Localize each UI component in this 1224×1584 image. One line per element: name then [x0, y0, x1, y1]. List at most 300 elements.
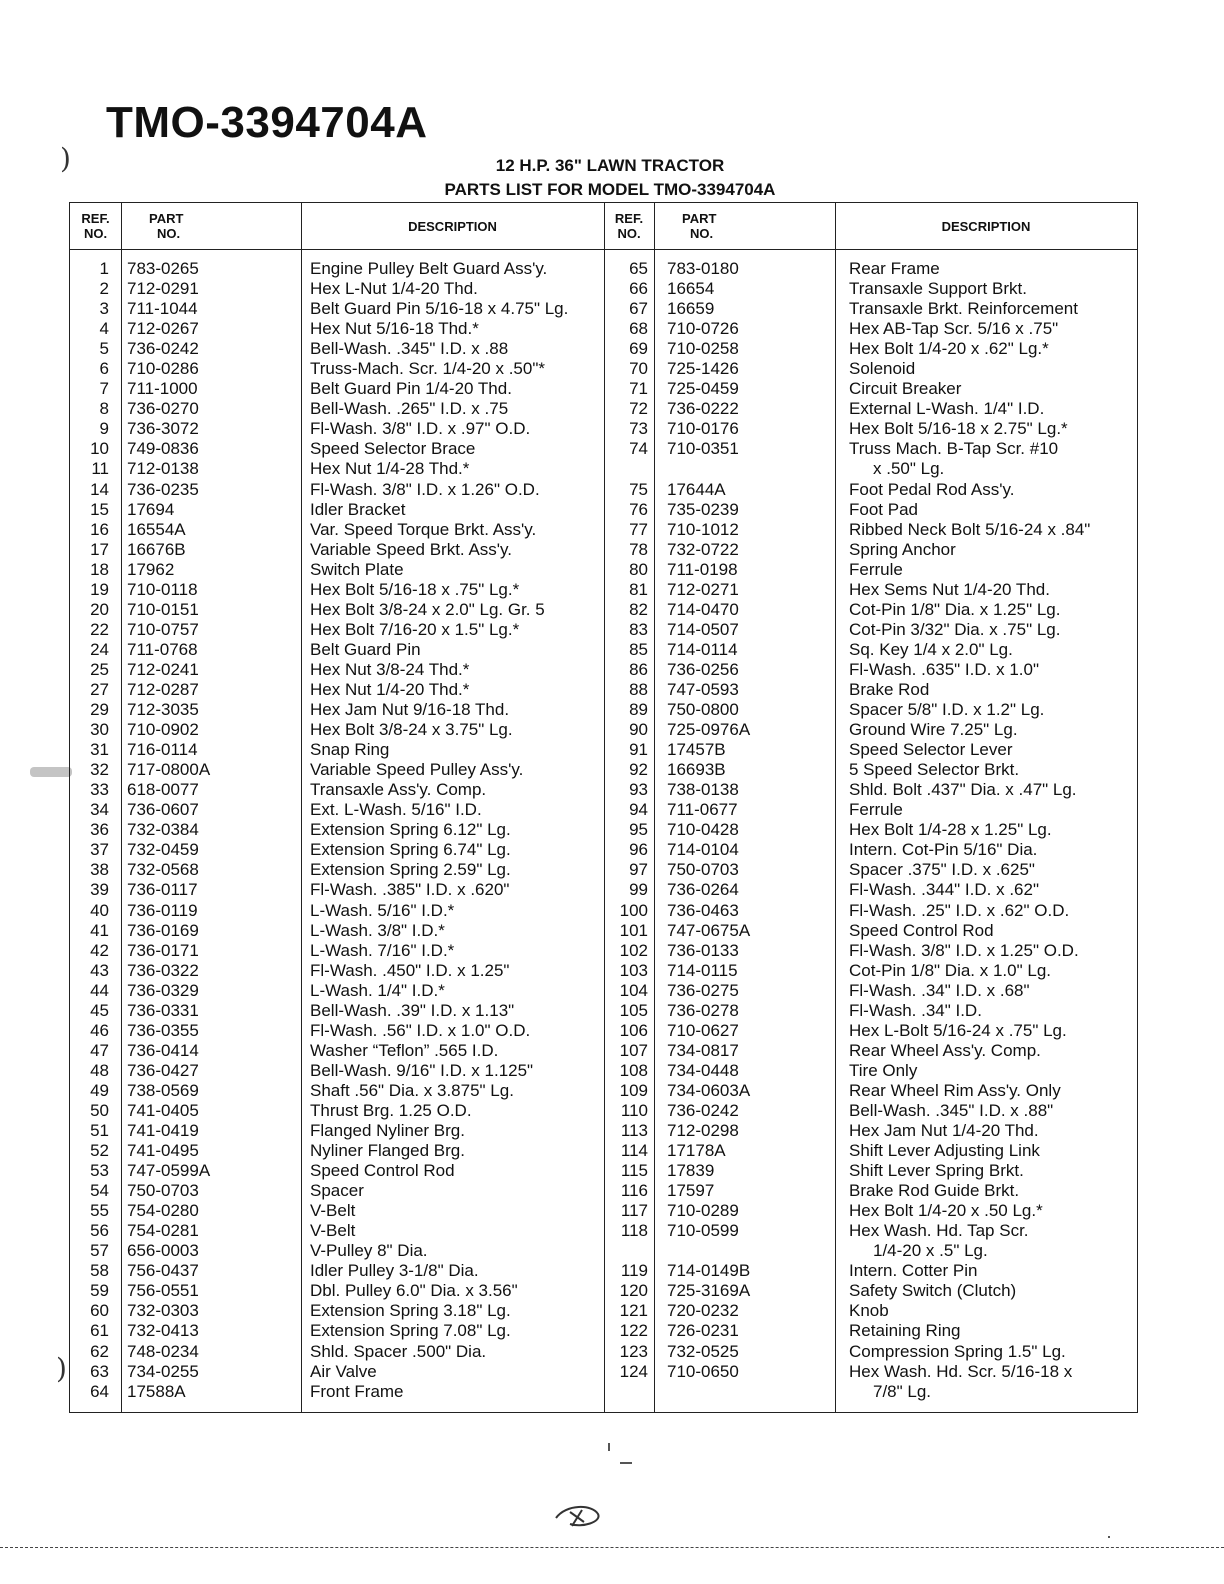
part-number: 712-0267	[127, 319, 199, 339]
ref-number: 18	[90, 559, 109, 579]
ref-number: 41	[90, 920, 109, 940]
ref-number: 42	[90, 940, 109, 960]
part-description: Spacer .375" I.D. x .625"	[849, 860, 1035, 880]
ref-number: 15	[90, 499, 109, 519]
table-row	[70, 840, 1137, 860]
ref-number: 60	[90, 1301, 109, 1321]
part-number: 711-0198	[667, 559, 738, 579]
ref-number: 1	[99, 259, 109, 278]
ref-number: 64	[90, 1381, 109, 1401]
table-row	[70, 981, 1137, 1001]
ref-number: 40	[90, 900, 109, 920]
part-number: 749-0836	[127, 439, 199, 459]
part-description: Cot-Pin 3/32" Dia. x .75" Lg.	[849, 619, 1061, 639]
rows-right	[70, 259, 1137, 1402]
table-row	[70, 1001, 1137, 1021]
part-description: Air Valve	[310, 1361, 377, 1381]
part-description: Belt Guard Pin 1/4-20 Thd.	[310, 379, 512, 399]
part-number: 750-0800	[667, 700, 739, 720]
table-row	[70, 680, 1137, 700]
part-number: 736-0463	[667, 900, 739, 920]
part-description: Extension Spring 2.59" Lg.	[310, 860, 511, 880]
table-row	[70, 600, 1137, 620]
part-number: 710-0151	[127, 599, 199, 619]
part-number: 711-0768	[127, 639, 198, 659]
part-number: 656-0003	[127, 1241, 199, 1261]
part-description: Fl-Wash. 3/8" I.D. x .97" O.D.	[310, 419, 531, 439]
part-description: Flanged Nyliner Brg.	[310, 1121, 465, 1141]
table-row	[70, 800, 1137, 820]
part-description: Bell-Wash. .39" I.D. x 1.13"	[310, 1000, 515, 1020]
part-number: 714-0114	[667, 639, 738, 659]
part-description: Cot-Pin 1/8" Dia. x 1.25" Lg.	[849, 599, 1061, 619]
ref-number: 69	[629, 339, 648, 359]
table-row	[70, 379, 1137, 399]
part-number: 732-0459	[127, 840, 199, 860]
part-number: 17962	[127, 559, 175, 579]
part-number: 725-0459	[667, 379, 739, 399]
ref-number: 115	[620, 1161, 648, 1181]
table-row	[70, 760, 1137, 780]
ref-number: 121	[619, 1301, 648, 1321]
part-number: 714-0115	[667, 960, 738, 980]
part-number: 710-0757	[127, 619, 199, 639]
part-description: Speed Selector Brace	[310, 439, 476, 459]
part-description: Variable Speed Brkt. Ass'y.	[310, 539, 512, 559]
ref-number: 37	[90, 840, 109, 860]
part-description: Speed Control Rod	[849, 920, 994, 940]
part-description: Belt Guard Pin 5/16-18 x 4.75" Lg.	[310, 299, 569, 319]
table-row	[70, 780, 1137, 800]
ref-number: 3	[99, 299, 109, 319]
ref-number: 83	[629, 619, 648, 639]
ref-number: 58	[90, 1261, 109, 1281]
part-number: 712-0291	[127, 279, 199, 299]
table-row	[70, 339, 1137, 359]
table-row	[70, 399, 1137, 419]
part-number: 716-0114	[127, 740, 198, 760]
part-number: 734-0255	[127, 1361, 199, 1381]
part-number: 710-0428	[667, 820, 739, 840]
part-number: 736-0242	[127, 339, 199, 359]
part-number: 732-0413	[127, 1321, 199, 1341]
table-row	[70, 860, 1137, 880]
ref-number: 105	[619, 1000, 648, 1020]
part-description: Safety Switch (Clutch)	[849, 1281, 1017, 1301]
scan-mark-1	[608, 1443, 610, 1451]
part-number: 756-0437	[127, 1261, 199, 1281]
part-number: 16659	[667, 299, 715, 319]
part-number: 741-0419	[127, 1121, 199, 1141]
part-description: Extension Spring 7.08" Lg.	[310, 1321, 511, 1341]
part-description: Hex Wash. Hd. Scr. 5/16-18 x	[849, 1361, 1073, 1381]
part-description: Hex Bolt 1/4-20 x .62" Lg.*	[849, 339, 1049, 359]
ref-number: 74	[629, 439, 648, 459]
table-row	[70, 299, 1137, 319]
table-row	[70, 319, 1137, 339]
part-description: Hex Bolt 1/4-28 x 1.25" Lg.	[849, 820, 1052, 840]
part-number: 17597	[667, 1181, 715, 1201]
part-description: Fl-Wash. .635" I.D. x 1.0"	[849, 659, 1039, 679]
ref-number: 30	[90, 720, 109, 740]
table-row	[70, 1021, 1137, 1041]
part-description: Shaft .56" Dia. x 3.875" Lg.	[310, 1080, 514, 1100]
part-number: 741-0495	[127, 1141, 199, 1161]
part-number: 750-0703	[667, 860, 739, 880]
ref-number: 59	[90, 1281, 109, 1301]
table-row	[70, 500, 1137, 520]
ref-number: 116	[620, 1181, 648, 1201]
table-row	[70, 259, 1137, 279]
table-row	[70, 1181, 1137, 1201]
ref-number: 72	[629, 399, 648, 419]
part-description: Speed Control Rod	[310, 1161, 455, 1181]
part-description: 1/4-20 x .5" Lg.	[873, 1241, 988, 1261]
part-number: 725-1426	[667, 359, 739, 379]
ref-number: 70	[629, 359, 648, 379]
part-description: Shift Lever Spring Brkt.	[849, 1161, 1024, 1181]
ref-number: 91	[629, 740, 648, 760]
part-description: Hex Wash. Hd. Tap Scr.	[849, 1221, 1029, 1241]
part-description: Tire Only	[849, 1060, 918, 1080]
scan-mark-2	[620, 1462, 632, 1464]
part-description: Transaxle Ass'y. Comp.	[310, 780, 487, 800]
ref-number: 99	[629, 880, 648, 900]
part-number: 783-0180	[667, 259, 739, 278]
part-description: Ferrule	[849, 559, 903, 579]
part-description: L-Wash. 7/16" I.D.*	[310, 940, 455, 960]
part-number: 732-0525	[667, 1341, 739, 1361]
part-description: Extension Spring 6.74" Lg.	[310, 840, 511, 860]
ref-number: 62	[90, 1341, 109, 1361]
part-description: Fl-Wash. .25" I.D. x .62" O.D.	[849, 900, 1070, 920]
header-ref-left: REF. NO.	[81, 211, 110, 241]
part-number: 714-0470	[667, 599, 739, 619]
ref-number: 47	[90, 1040, 109, 1060]
part-number: 754-0280	[127, 1201, 199, 1221]
ref-number: 48	[90, 1060, 109, 1080]
part-description: External L-Wash. 1/4" I.D.	[849, 399, 1045, 419]
part-number: 710-0726	[667, 319, 739, 339]
part-description: Hex Bolt 1/4-20 x .50 Lg.*	[849, 1201, 1043, 1221]
part-number: 736-0222	[667, 399, 739, 419]
part-description: Fl-Wash. .34" I.D.	[849, 1000, 982, 1020]
table-row	[70, 941, 1137, 961]
part-number: 712-0138	[127, 459, 199, 479]
part-number: 17694	[127, 499, 175, 519]
part-number: 735-0239	[667, 499, 739, 519]
table-row	[70, 901, 1137, 921]
part-number: 714-0149B	[667, 1261, 751, 1281]
subtitle-line-1: 12 H.P. 36" LAWN TRACTOR	[495, 156, 725, 175]
table-row	[70, 560, 1137, 580]
part-number: 17178A	[667, 1141, 726, 1161]
ref-number: 43	[90, 960, 109, 980]
ref-number: 85	[629, 639, 648, 659]
table-row	[70, 1241, 1137, 1261]
part-description: Intern. Cot-Pin 5/16" Dia.	[849, 840, 1038, 860]
ref-number: 90	[629, 720, 648, 740]
ref-number: 120	[619, 1281, 648, 1301]
part-description: Bell-Wash. .265" I.D. x .75	[310, 399, 509, 419]
ref-number: 31	[90, 740, 109, 760]
scan-mark-3	[1108, 1536, 1110, 1538]
part-number: 710-1012	[667, 519, 739, 539]
part-description: Fl-Wash. .344" I.D. x .62"	[849, 880, 1039, 900]
part-number: 732-0303	[127, 1301, 199, 1321]
table-row	[70, 921, 1137, 941]
part-description: L-Wash. 5/16" I.D.*	[310, 900, 455, 920]
ref-number: 32	[90, 760, 109, 780]
part-description: Cot-Pin 1/8" Dia. x 1.0" Lg.	[849, 960, 1051, 980]
ref-number: 100	[619, 900, 648, 920]
ref-number: 75	[629, 479, 648, 499]
ref-number: 88	[629, 679, 648, 699]
header-part-left: PART NO.	[149, 211, 184, 241]
table-row	[70, 1141, 1137, 1161]
ref-number: 77	[629, 519, 648, 539]
part-description: Bell-Wash. .345" I.D. x .88	[310, 339, 509, 359]
table-row	[70, 1301, 1137, 1321]
part-description: Hex Sems Nut 1/4-20 Thd.	[849, 579, 1050, 599]
part-description: Nyliner Flanged Brg.	[310, 1141, 465, 1161]
part-description: Ext. L-Wash. 5/16" I.D.	[310, 800, 482, 820]
part-description: Hex Bolt 5/16-18 x 2.75" Lg.*	[849, 419, 1068, 439]
ref-number: 25	[90, 659, 109, 679]
part-number: 756-0551	[127, 1281, 199, 1301]
part-description: Spacer 5/8" I.D. x 1.2" Lg.	[849, 700, 1045, 720]
part-description: Snap Ring	[310, 740, 390, 760]
part-description: Hex L-Bolt 5/16-24 x .75" Lg.	[849, 1020, 1067, 1040]
part-number: 712-0287	[127, 679, 199, 699]
ref-number: 20	[90, 599, 109, 619]
part-description: Speed Selector Lever	[849, 740, 1013, 760]
ref-number: 16	[90, 519, 109, 539]
part-number: 734-0603A	[667, 1080, 751, 1100]
part-description: Hex Bolt 3/8-24 x 3.75" Lg.	[310, 720, 513, 740]
part-number: 714-0104	[667, 840, 739, 860]
table-row	[70, 1362, 1137, 1382]
part-description: Fl-Wash. 3/8" I.D. x 1.25" O.D.	[849, 940, 1079, 960]
ref-number: 108	[619, 1060, 648, 1080]
ref-number: 55	[90, 1201, 109, 1221]
ref-number: 80	[629, 559, 648, 579]
part-description: Shift Lever Adjusting Link	[849, 1141, 1040, 1161]
part-number: 734-0817	[667, 1040, 739, 1060]
part-description: Circuit Breaker	[849, 379, 962, 399]
parts-table	[69, 202, 1138, 1413]
part-number: 736-0171	[127, 940, 199, 960]
ref-number: 11	[91, 459, 109, 479]
ref-number: 71	[629, 379, 648, 399]
ref-number: 93	[629, 780, 648, 800]
part-number: 16676B	[127, 539, 186, 559]
ref-number: 106	[619, 1020, 648, 1040]
part-description: Bell-Wash. 9/16" I.D. x 1.125"	[310, 1060, 534, 1080]
ref-number: 92	[629, 760, 648, 780]
ref-number: 46	[90, 1020, 109, 1040]
ref-number: 73	[629, 419, 648, 439]
part-number: 712-0241	[127, 659, 199, 679]
part-description: Transaxle Support Brkt.	[849, 279, 1027, 299]
part-number: 736-0242	[667, 1100, 739, 1120]
ref-number: 45	[90, 1000, 109, 1020]
part-number: 16654	[667, 279, 715, 299]
part-description: Rear Frame	[849, 259, 940, 278]
part-description: Truss-Mach. Scr. 1/4-20 x .50"*	[310, 359, 545, 379]
part-description: Rear Wheel Rim Ass'y. Only	[849, 1080, 1061, 1100]
part-number: 736-3072	[127, 419, 199, 439]
table-row	[70, 1382, 1137, 1402]
part-number: 754-0281	[127, 1221, 199, 1241]
header-description-left: DESCRIPTION	[408, 218, 497, 234]
part-description: Fl-Wash. .385" I.D. x .620"	[310, 880, 510, 900]
part-description: Idler Pulley 3-1/8" Dia.	[310, 1261, 479, 1281]
ref-number: 4	[99, 319, 109, 339]
part-number: 711-1000	[127, 379, 198, 399]
ref-number: 54	[90, 1181, 109, 1201]
part-description: Front Frame	[310, 1381, 404, 1401]
part-description: 5 Speed Selector Brkt.	[849, 760, 1020, 780]
ref-number: 82	[629, 599, 648, 619]
ref-number: 107	[619, 1040, 648, 1060]
table-row	[70, 820, 1137, 840]
part-description: Hex Bolt 7/16-20 x 1.5" Lg.*	[310, 619, 520, 639]
table-row	[70, 540, 1137, 560]
part-description: Fl-Wash. .450" I.D. x 1.25"	[310, 960, 510, 980]
part-number: 783-0265	[127, 259, 199, 278]
ref-number: 61	[90, 1321, 109, 1341]
ref-number: 27	[90, 679, 109, 699]
part-description: Switch Plate	[310, 559, 404, 579]
table-row	[70, 1342, 1137, 1362]
part-description: Hex Bolt 5/16-18 x .75" Lg.*	[310, 579, 520, 599]
part-description: Truss Mach. B-Tap Scr. #10	[849, 439, 1059, 459]
scan-smudge	[30, 767, 72, 777]
part-description: Hex Nut 3/8-24 Thd.*	[310, 659, 470, 679]
table-row	[70, 660, 1137, 680]
part-number: 725-3169A	[667, 1281, 751, 1301]
part-number: 750-0703	[127, 1181, 199, 1201]
ref-number: 6	[99, 359, 109, 379]
ref-number: 103	[619, 960, 648, 980]
document-id: TMO-3394704A	[106, 98, 428, 147]
ref-number: 19	[90, 579, 109, 599]
part-number: 736-0270	[127, 399, 199, 419]
part-description: Transaxle Brkt. Reinforcement	[849, 299, 1078, 319]
ref-number: 89	[629, 700, 648, 720]
table-row	[70, 1161, 1137, 1181]
part-description: Solenoid	[849, 359, 916, 379]
part-number: 736-0235	[127, 479, 199, 499]
part-description: Belt Guard Pin	[310, 639, 421, 659]
part-number: 618-0077	[127, 780, 199, 800]
ref-number: 63	[90, 1361, 109, 1381]
part-number: 712-3035	[127, 700, 199, 720]
part-description: Fl-Wash. .56" I.D. x 1.0" O.D.	[310, 1020, 531, 1040]
part-description: 7/8" Lg.	[873, 1381, 932, 1401]
ref-number: 33	[90, 780, 109, 800]
ref-number: 65	[629, 259, 648, 278]
part-description: Thrust Brg. 1.25 O.D.	[310, 1100, 472, 1120]
part-number: 732-0568	[127, 860, 199, 880]
part-description: L-Wash. 1/4" I.D.*	[310, 980, 445, 1000]
part-description: V-Pulley 8" Dia.	[310, 1241, 428, 1261]
ref-number: 53	[90, 1161, 109, 1181]
part-description: Shld. Spacer .500" Dia.	[310, 1341, 487, 1361]
ref-number: 10	[90, 439, 109, 459]
part-number: 17588A	[127, 1381, 186, 1401]
ref-number: 57	[90, 1241, 109, 1261]
table-row	[70, 640, 1137, 660]
ref-number: 104	[619, 980, 648, 1000]
ref-number: 102	[619, 940, 648, 960]
table-row	[70, 620, 1137, 640]
part-description: Extension Spring 6.12" Lg.	[310, 820, 511, 840]
ref-number: 97	[629, 860, 648, 880]
ref-number: 78	[629, 539, 648, 559]
table-row	[70, 1201, 1137, 1221]
table-row	[70, 480, 1137, 500]
ref-number: 101	[619, 920, 648, 940]
header-part-right: PART NO.	[682, 211, 717, 241]
part-number: 736-0119	[127, 900, 198, 920]
part-number: 732-0384	[127, 820, 199, 840]
table-row	[70, 1041, 1137, 1061]
part-number: 736-0322	[127, 960, 199, 980]
part-number: 16693B	[667, 760, 726, 780]
table-row	[70, 1081, 1137, 1101]
part-description: Compression Spring 1.5" Lg.	[849, 1341, 1066, 1361]
part-number: 720-0232	[667, 1301, 739, 1321]
part-description: Idler Bracket	[310, 499, 406, 519]
ref-number: 51	[90, 1121, 109, 1141]
table-row	[70, 520, 1137, 540]
ref-number: 24	[90, 639, 109, 659]
part-description: Ribbed Neck Bolt 5/16-24 x .84"	[849, 519, 1091, 539]
part-number: 736-0607	[127, 800, 199, 820]
part-description: Fl-Wash. 3/8" I.D. x 1.26" O.D.	[310, 479, 540, 499]
part-number: 710-0627	[667, 1020, 739, 1040]
ref-number: 76	[629, 499, 648, 519]
ref-number: 39	[90, 880, 109, 900]
margin-bracket-bottom: )	[56, 1352, 67, 1385]
ref-number: 109	[619, 1080, 648, 1100]
part-description: Hex Nut 1/4-20 Thd.*	[310, 679, 470, 699]
ref-number: 7	[99, 379, 109, 399]
table-row	[70, 439, 1137, 459]
ref-number: 22	[90, 619, 109, 639]
ref-number: 44	[90, 980, 109, 1000]
ref-number: 29	[90, 700, 109, 720]
part-number: 736-0414	[127, 1040, 199, 1060]
ref-number: 56	[90, 1221, 109, 1241]
part-number: 738-0138	[667, 780, 739, 800]
part-number: 748-0234	[127, 1341, 199, 1361]
part-description: Hex Nut 1/4-28 Thd.*	[310, 459, 470, 479]
ref-number: 94	[629, 800, 648, 820]
table-row	[70, 1061, 1137, 1081]
part-description: L-Wash. 3/8" I.D.*	[310, 920, 445, 940]
part-number: 17644A	[667, 479, 726, 499]
part-number: 732-0722	[667, 539, 739, 559]
part-number: 710-0286	[127, 359, 199, 379]
ref-number: 8	[99, 399, 109, 419]
ref-number: 95	[629, 820, 648, 840]
part-description: V-Belt	[310, 1201, 356, 1221]
ref-number: 2	[99, 279, 109, 299]
table-row	[70, 720, 1137, 740]
